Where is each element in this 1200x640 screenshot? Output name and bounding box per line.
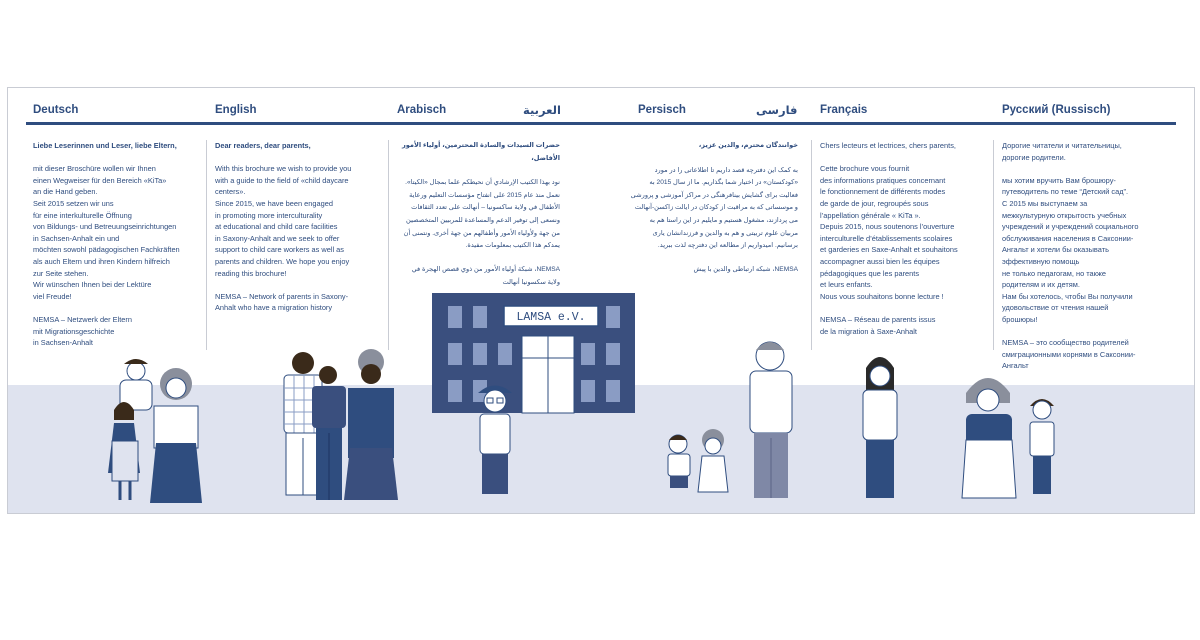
family-four [962,378,1054,498]
signature-russisch: NEMSA – это сообщество родителей смиграционными корнями в Саксонии- Ангальт [1002,338,1136,371]
column-divider [811,140,812,350]
text-deutsch [33,140,208,349]
column-divider [206,140,207,350]
body-persisch: به کمک این دفترچه قصد داریم تا اطلاعاتی را در مورد «کودکستان» در اختیار شما بگذاریم. ما از سال 2015 به فعالیت برای گشایش بینافرهنگی در مراکز آموزشی و پرورشی و موسساتی که به مراقبت از کودکان در ایالت زاکسن-آنهالت می پردازند، مشغول هستیم و مایلیم در این راستا هم به مربیان علوم تربیتی و هم به والدین و فرزندانشان یاری برسانیم. امیدواریم از مطالعه این دفترچه لذت ببرید. [630,166,798,250]
header-rule [26,122,1176,125]
brochure-spread [7,87,1195,514]
column-divider [388,140,389,350]
column-divider [993,140,994,350]
text-persisch [630,140,798,277]
text-arabisch [392,140,560,290]
greeting-russisch: Дорогие читатели и читательницы, дорогие родители. [1002,141,1122,162]
heading-arabic-native: العربية [523,105,561,117]
greeting-deutsch: Liebe Leserinnen und Leser, liebe Eltern, [33,141,177,150]
greeting-english: Dear readers, dear parents, [215,141,311,150]
heading-francais: Français [820,104,868,116]
heading-english: English [215,104,257,116]
text-russisch [1002,140,1177,372]
signature-persisch: NEMSA، شبکه ارتباطی والدین با پیش [693,266,798,274]
body-english: With this brochure we wish to provide you with a guide to the field of «child daycare centers». Since 2015, we have been engaged in promoting more interculturality at educational and child care facilities in Saxony-Anhalt and we seek to offer support to child care workers as well as parents and children. We hope you enjoy reading this brochure! [215,164,352,278]
body-arabisch: نود بهذا الكتيب الإرشادي أن نحيطكم علما بمجال «الكيتا». نعمل منذ عام 2015 على انفتاح مؤسسات التعليم ورعاية الأطفال في ولاية ساكسونيا – أنهالت على تعدد الثقافات ونسعى إلى توفير الدعم والمساعدة للمربيين المتخصصين من جهة ولأولياء الأمور وأطفالهم من جهة أخرى. ونتمنى أن يمدكم هذا الكتيب بمعلومات مفيدة. [403,179,560,250]
body-deutsch: mit dieser Broschüre wollen wir Ihnen einen Wegweiser für den Bereich «KiTa» an die Hand geben. Seit 2015 setzen wir uns für eine interkulturelle Öffnung von Bildungs- und Betreuungseinrichtungen in Sachsen-Anhalt ein und möchten sowohl pädagogischen Fachkräften als auch Eltern und ihren Kindern hilfreich zur Seite stehen. Wir wünschen Ihnen bei der Lektüre viel Freude! [33,164,180,301]
text-francais [820,140,995,337]
signature-francais: NEMSA – Réseau de parents issus de la migration à Saxe-Anhalt [820,314,936,336]
heading-deutsch: Deutsch [33,104,79,116]
signature-deutsch: NEMSA – Netzwerk der Eltern mit Migrationsgeschichte in Sachsen-Anhalt [33,314,132,348]
greeting-arabisch: حضرات السيدات والسادة المحترمين، أولياء الأمور الأفاضل، [402,142,560,162]
heading-persisch: Persisch [638,104,686,116]
building-sign: LAMSA e.V. [516,311,586,324]
signature-english: NEMSA – Network of parents in Saxony- Anhalt who have a migration history [215,291,349,313]
greeting-persisch: خوانندگان محترم، والدین عزیز، [698,142,798,149]
signature-arabisch: NEMSA، شبكة أولياء الأمور من ذوي قصص الهجرة في ولاية سكسونيا أنهالت [411,266,560,286]
woman-standing [863,357,897,498]
body-russisch: мы хотим вручить Вам брошюру- путеводитель по теме “Детский сад”. С 2015 мы выступаем за межкультурную открытость учебных учреждений и учреждений социального обслуживания населения в Саксонии- Ангальт и хотели бы оказывать эффективную помощь не только педагогам, но также родителям и их детям. Нам бы хотелось, чтобы Вы получили удовольствие от чтения нашей брошюры! [1002,175,1139,324]
family-one [108,359,202,503]
text-english [215,140,390,314]
heading-persian-native: فارسی [756,105,798,117]
greeting-francais: Chers lecteurs et lectrices, chers parents, [820,141,956,150]
family-two [284,349,398,500]
heading-russisch: Русский (Russisch) [1002,104,1111,116]
heading-arabisch: Arabisch [397,104,447,116]
family-three [668,342,792,498]
body-francais: Cette brochure vous fournit des informations pratiques concernant le fonctionnement de différents modes de garde de jour, regroupés sous l’appellation générale « KiTa ». Depuis 2015, nous soutenons l’ouverture interculturelle d’établissements scolaires et garderies en Saxe-Anhalt et souhaitons accompagner aussi bien les équipes pédagogiques que les parents et leurs enfants. Nous vous souhaitons bonne lecture ! [820,164,958,301]
